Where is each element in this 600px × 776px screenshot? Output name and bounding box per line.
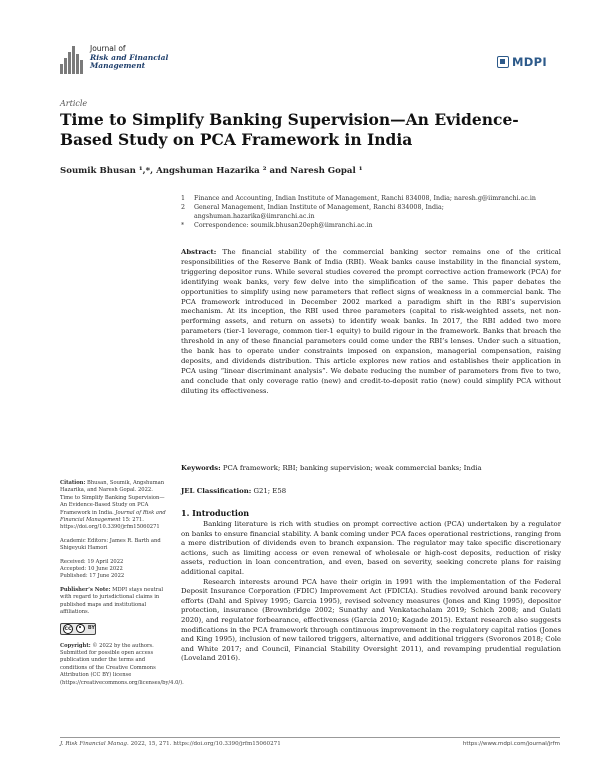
article-type: Article (60, 99, 88, 108)
footer-doi[interactable]: 2022, 15, 271. https://doi.org/10.3390/jrfm15060271 (128, 741, 281, 747)
publisher-name: MDPI (512, 55, 547, 69)
footer-journal-url[interactable]: https://www.mdpi.com/journal/jrfm (462, 741, 560, 747)
publisher-note-text: MDPI stays neutral with regard to jurisdictional claims in published maps and institutional affiliations. (60, 586, 163, 616)
dates-block (60, 559, 166, 581)
citation-block (60, 480, 166, 532)
academic-editors: Academic Editors: James R. Barth and Shigeyuki Hamori (60, 537, 161, 552)
publisher-note (60, 587, 166, 617)
affiliation-text: Finance and Accounting, Indian Institute of Management, Ranchi 834008, India; naresh.g@iimranchi.ac.in (194, 195, 536, 202)
accepted-date: Accepted: 10 June 2022 (60, 566, 123, 573)
citation-doi-link[interactable]: 15: 271. https://doi.org/10.3390/jrfm15060271 (60, 517, 160, 531)
publisher-note-label: Publisher’s Note: (60, 586, 111, 593)
footer-citation (60, 741, 281, 747)
keywords (181, 464, 561, 474)
section-body (181, 520, 561, 664)
attribution-icon (76, 624, 85, 633)
abstract-text: The financial stability of the commercial banking sector remains one of the critical responsibilities of the Reserve Bank of India (RBI). Weak banks cause instability in the financial system, triggering depositor runs. While several studies covered the prompt corrective action framework (PCA) for identifying weak banks, very few delve into the simplification of the same. This paper debates the opportunities to simplify using new parameters that reflect signs of weakness in a commercial bank. The PCA framework introduced in December 2002 marked a paradigm shift in the RBI’s supervision mechanism. At its inception, the RBI used three parameters (capital to risk-weighted assets, net non-performing assets, and return on assets) to identify weak banks. In 2017, the RBI added two more parameters (tier-1 leverage, common tier-1 equity) to build rigour in the framework. Banks that breach the threshold in any of these financial parameters could come under the RBI’s lenses. Under such a situation, the bank has to operate under constraints imposed on expansion, managerial compensation, raising deposits, and dividends distribution. This article explores new ratios and establishes their application in PCA using “linear discriminant analysis”. We debate reducing the number of parameters from five to two, and conclude that only coverage ratio (new) and credit-to-deposit ratio (new) could simplify PCA without diluting its effectiveness. (181, 248, 561, 395)
abstract-label: Abstract: (181, 248, 217, 256)
footer-journal-abbrev: J. Risk Financial Manag. (60, 741, 129, 747)
affiliation-item (181, 203, 561, 221)
body-paragraph: Research interests around PCA have their origin in 1991 with the implementation of the Federal Deposit Insurance Corporation (FDIC) Improvement Act (FDICIA). Studies revolved around bank recovery efforts (Dahl and Spivey 1995; Garcia 1995), revised solvency measures (Jones and King 1995), depositor protection, insurance (Brownbridge 2002; Sunathy and Venkatachalam 2019; Schich 2008; and Gulati 2020), and regulator forbearance, effectiveness (Garcia 2010; Kagade 2015). Extant research also suggests modifications in the PCA framework through continuous improvement in the regulatory capital ratios (Jones and King 1995), inclusion of new tailored triggers, alternative, and additional triggers (Svoronos 2018; Cole and White 2017; and Council, Financial Stability Oversight 2011), and revamping prudential regulation (Loveland 2016). (181, 577, 561, 663)
cc-license-badge[interactable] (60, 623, 96, 635)
journal-bars-icon (60, 44, 86, 74)
journal-name-line1: Journal of (90, 44, 126, 53)
affiliation-item (181, 221, 561, 230)
jel-classification (181, 487, 561, 497)
affiliations (181, 194, 561, 230)
received-date: Received: 19 April 2022 (60, 558, 124, 565)
sidebar (60, 480, 184, 693)
footer-divider (60, 737, 560, 738)
copyright-block (60, 642, 184, 687)
citation-label: Citation: (60, 480, 86, 486)
cc-by-label: BY (87, 624, 95, 631)
affiliation-number: * (181, 222, 185, 229)
keywords-label: Keywords: (181, 464, 221, 472)
abstract (181, 248, 561, 397)
journal-name-line3: Management (90, 61, 146, 71)
correspondence-text: Correspondence: soumik.bhusan20eph@iimranchi.ac.in (194, 222, 373, 229)
paper-title: Time to Simplify Banking Supervision—An Evidence-Based Study on PCA Framework in India (60, 110, 519, 149)
section-heading: 1. Introduction (181, 508, 250, 518)
publisher-logo (497, 55, 547, 69)
published-date: Published: 17 June 2022 (60, 573, 125, 580)
creative-commons-icon: cc (64, 624, 72, 632)
journal-name (90, 45, 168, 71)
keywords-text: PCA framework; RBI; banking supervision; weak commercial banks; India (220, 464, 482, 472)
journal-name-line2: Risk and Financial (90, 52, 169, 62)
affiliation-number: 1 (181, 195, 186, 202)
affiliation-text: General Management, Indian Institute of Management, Ranchi 834008, India; angshuman.hazarika@iimranchi.ac.in (194, 204, 444, 220)
citation-text: Bhusan, Soumik, Angshuman Hazarika, and Naresh Gopal. 2022. Time to Simplify Banking Supervision—An Evidence-Based Study on PCA Framework in India. (60, 480, 165, 516)
copyright-text: © 2022 by the authors. Submitted for possible open access publication under the terms and conditions of the Creative Commons Attribution (CC BY) license (https://creativecommons.org/licenses/by/4.0/). (60, 642, 184, 686)
mdpi-mark-icon (497, 56, 509, 68)
body-paragraph: Banking literature is rich with studies on prompt corrective action (PCA) undertaken by a regulator on banks to ensure financial stability. A bank coming under PCA faces operational restrictions, ranging from a mere distribution of dividends even to branch expansion. The regulator may take specific discretionary actions, such as limiting access or even renewal of wholesale or high-cost deposits, reduction of risky assets, reduction in loan concentration, and even, based on severity, seeking concrete plans for raising additional capital. (181, 520, 561, 576)
copyright-label: Copyright: (60, 642, 91, 649)
affiliation-number: 2 (181, 204, 186, 211)
jel-label: JEL Classification: (181, 487, 252, 495)
author-list: Soumik Bhusan ¹,*, Angshuman Hazarika ² and Naresh Gopal ¹ (60, 166, 363, 176)
journal-logo (60, 44, 168, 74)
citation-journal: Journal of Risk and Financial Management (60, 509, 166, 524)
affiliation-item (181, 194, 561, 203)
jel-text: G21; E58 (251, 487, 287, 495)
